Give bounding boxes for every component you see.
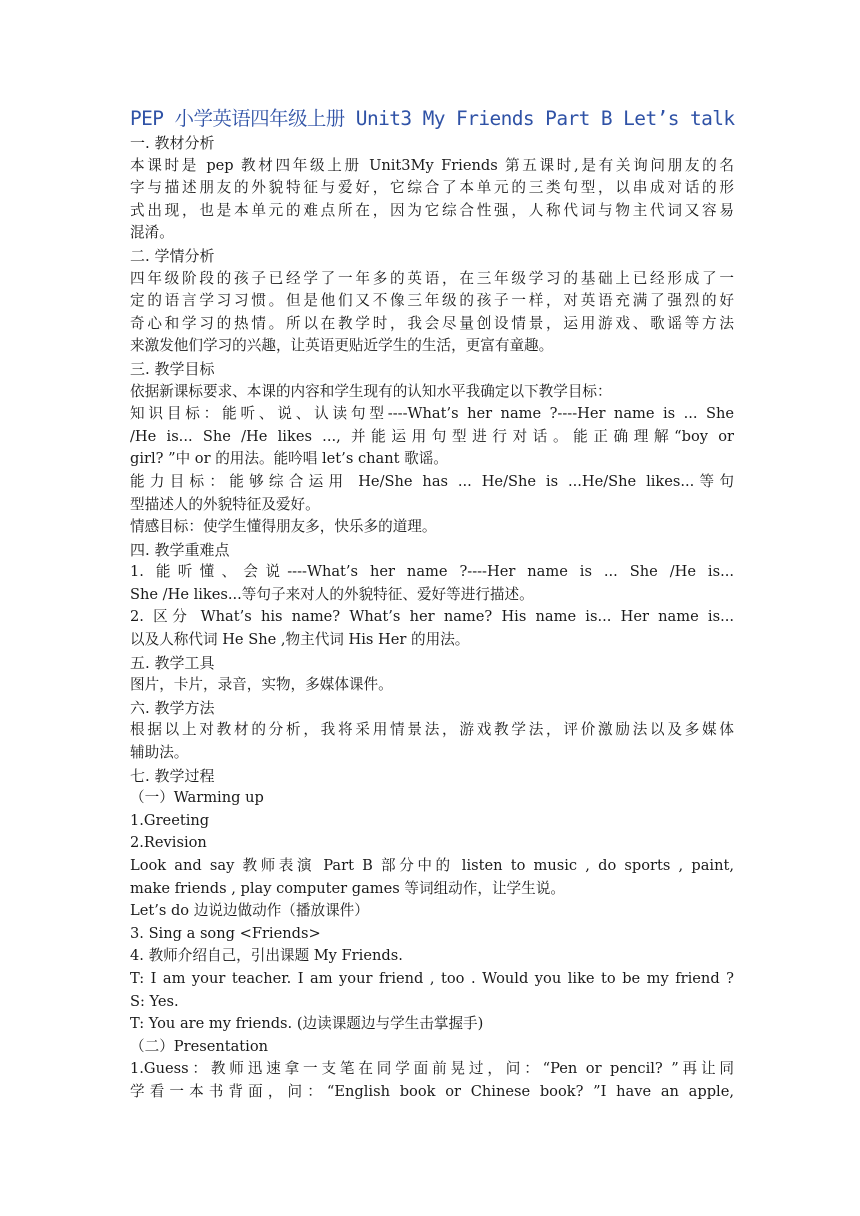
text-line: /He is... She /He likes ..., 并能运用句型进行对话。能正确理解“boy or bbox=[130, 427, 734, 445]
text-line: （一）Warming up bbox=[130, 789, 264, 807]
text-line: 奇心和学习的热情。所以在教学时，我会尽量创设情景，运用游戏、歌谣等方法 bbox=[130, 314, 734, 332]
text-line: 2.Revision bbox=[130, 834, 207, 852]
text-line: 1. 能听懂、会说----What’s her name ?----Her name is ... She /He is... bbox=[130, 563, 734, 581]
document-title: PEP 小学英语四年级上册 Unit3 My Friends Part B Let’s talk bbox=[130, 107, 735, 130]
text-line: 学看一本书背面，问：“English book or Chinese book? ”I have an apple, bbox=[130, 1082, 734, 1100]
text-line: 定的语言学习习惯。但是他们又不像三年级的孩子一样，对英语充满了强烈的好 bbox=[130, 292, 734, 310]
text-line: She /He likes...等句子来对人的外貌特征、爱好等进行描述。 bbox=[130, 585, 534, 603]
text-line: make friends , play computer games 等词组动作，让学生说。 bbox=[130, 879, 565, 897]
section-heading: 一. 教材分析 bbox=[130, 134, 215, 152]
text-line: 4. 教师介绍自己，引出课题 My Friends. bbox=[130, 947, 403, 965]
text-line: 混淆。 bbox=[130, 224, 174, 242]
text-line: 根据以上对教材的分析，我将采用情景法，游戏教学法，评价激励法以及多媒体 bbox=[130, 721, 734, 739]
text-line: 能力目标：能够综合运用 He/She has ... He/She is ...He/She likes...等句 bbox=[130, 472, 734, 490]
text-line: Let’s do 边说边做动作（播放课件） bbox=[130, 902, 369, 920]
text-line: 依据新课标要求、本课的内容和学生现有的认知水平我确定以下教学目标： bbox=[130, 382, 612, 400]
text-line: 四年级阶段的孩子已经学了一年多的英语，在三年级学习的基础上已经形成了一 bbox=[130, 269, 734, 287]
text-line: 来激发他们学习的兴趣，让英语更贴近学生的生活，更富有童趣。 bbox=[130, 337, 554, 355]
text-line: girl? ”中 or 的用法。能吟唱 let’s chant 歌谣。 bbox=[130, 450, 448, 468]
text-line: T: You are my friends. (边读课题边与学生击掌握手) bbox=[130, 1015, 484, 1033]
section-heading: 三. 教学目标 bbox=[130, 359, 215, 378]
section-heading: 五. 教学工具 bbox=[130, 653, 215, 672]
text-line: 式出现，也是本单元的难点所在，因为它综合性强，人称代词与物主代词又容易 bbox=[130, 201, 734, 219]
text-line: 辅助法。 bbox=[130, 744, 189, 762]
text-line: 图片，卡片，录音，实物，多媒体课件。 bbox=[130, 676, 393, 694]
document-page bbox=[130, 106, 734, 1104]
text-line: 3. Sing a song <Friends> bbox=[130, 924, 321, 942]
text-line: 字与描述朋友的外貌特征与爱好，它综合了本单元的三类句型，以串成对话的形 bbox=[130, 179, 734, 197]
text-line: 1.Greeting bbox=[130, 811, 210, 829]
section-heading: 七. 教学过程 bbox=[130, 766, 215, 785]
section-heading: 四. 教学重难点 bbox=[130, 540, 230, 559]
text-line: 知识目标：能听、说、认读句型----What’s her name ?----Her name is ... She bbox=[130, 405, 734, 423]
text-line: 1.Guess：教师迅速拿一支笔在同学面前晃过，问：“Pen or pencil? ”再让同 bbox=[130, 1060, 734, 1078]
text-line: （二）Presentation bbox=[130, 1037, 269, 1055]
text-line: 2. 区分 What’s his name? What’s her name? His name is... Her name is... bbox=[130, 608, 734, 626]
text-line: T: I am your teacher. I am your friend , too . Would you like to be my friend ? bbox=[130, 969, 734, 987]
text-line: 本课时是 pep 教材四年级上册 Unit3My Friends 第五课时,是有关询问朋友的名 bbox=[130, 156, 734, 174]
text-line: S: Yes. bbox=[130, 992, 179, 1010]
text-line: Look and say 教师表演 Part B 部分中的 listen to music , do sports , paint, bbox=[130, 857, 734, 874]
section-heading: 二. 学情分析 bbox=[130, 246, 215, 265]
text-line: 情感目标：使学生懂得朋友多，快乐多的道理。 bbox=[130, 518, 437, 536]
section-heading: 六. 教学方法 bbox=[130, 698, 215, 717]
text-line: 型描述人的外貌特征及爱好。 bbox=[130, 495, 320, 513]
document-body bbox=[130, 132, 734, 1104]
text-line: 以及人称代词 He She ,物主代词 His Her 的用法。 bbox=[130, 631, 470, 649]
